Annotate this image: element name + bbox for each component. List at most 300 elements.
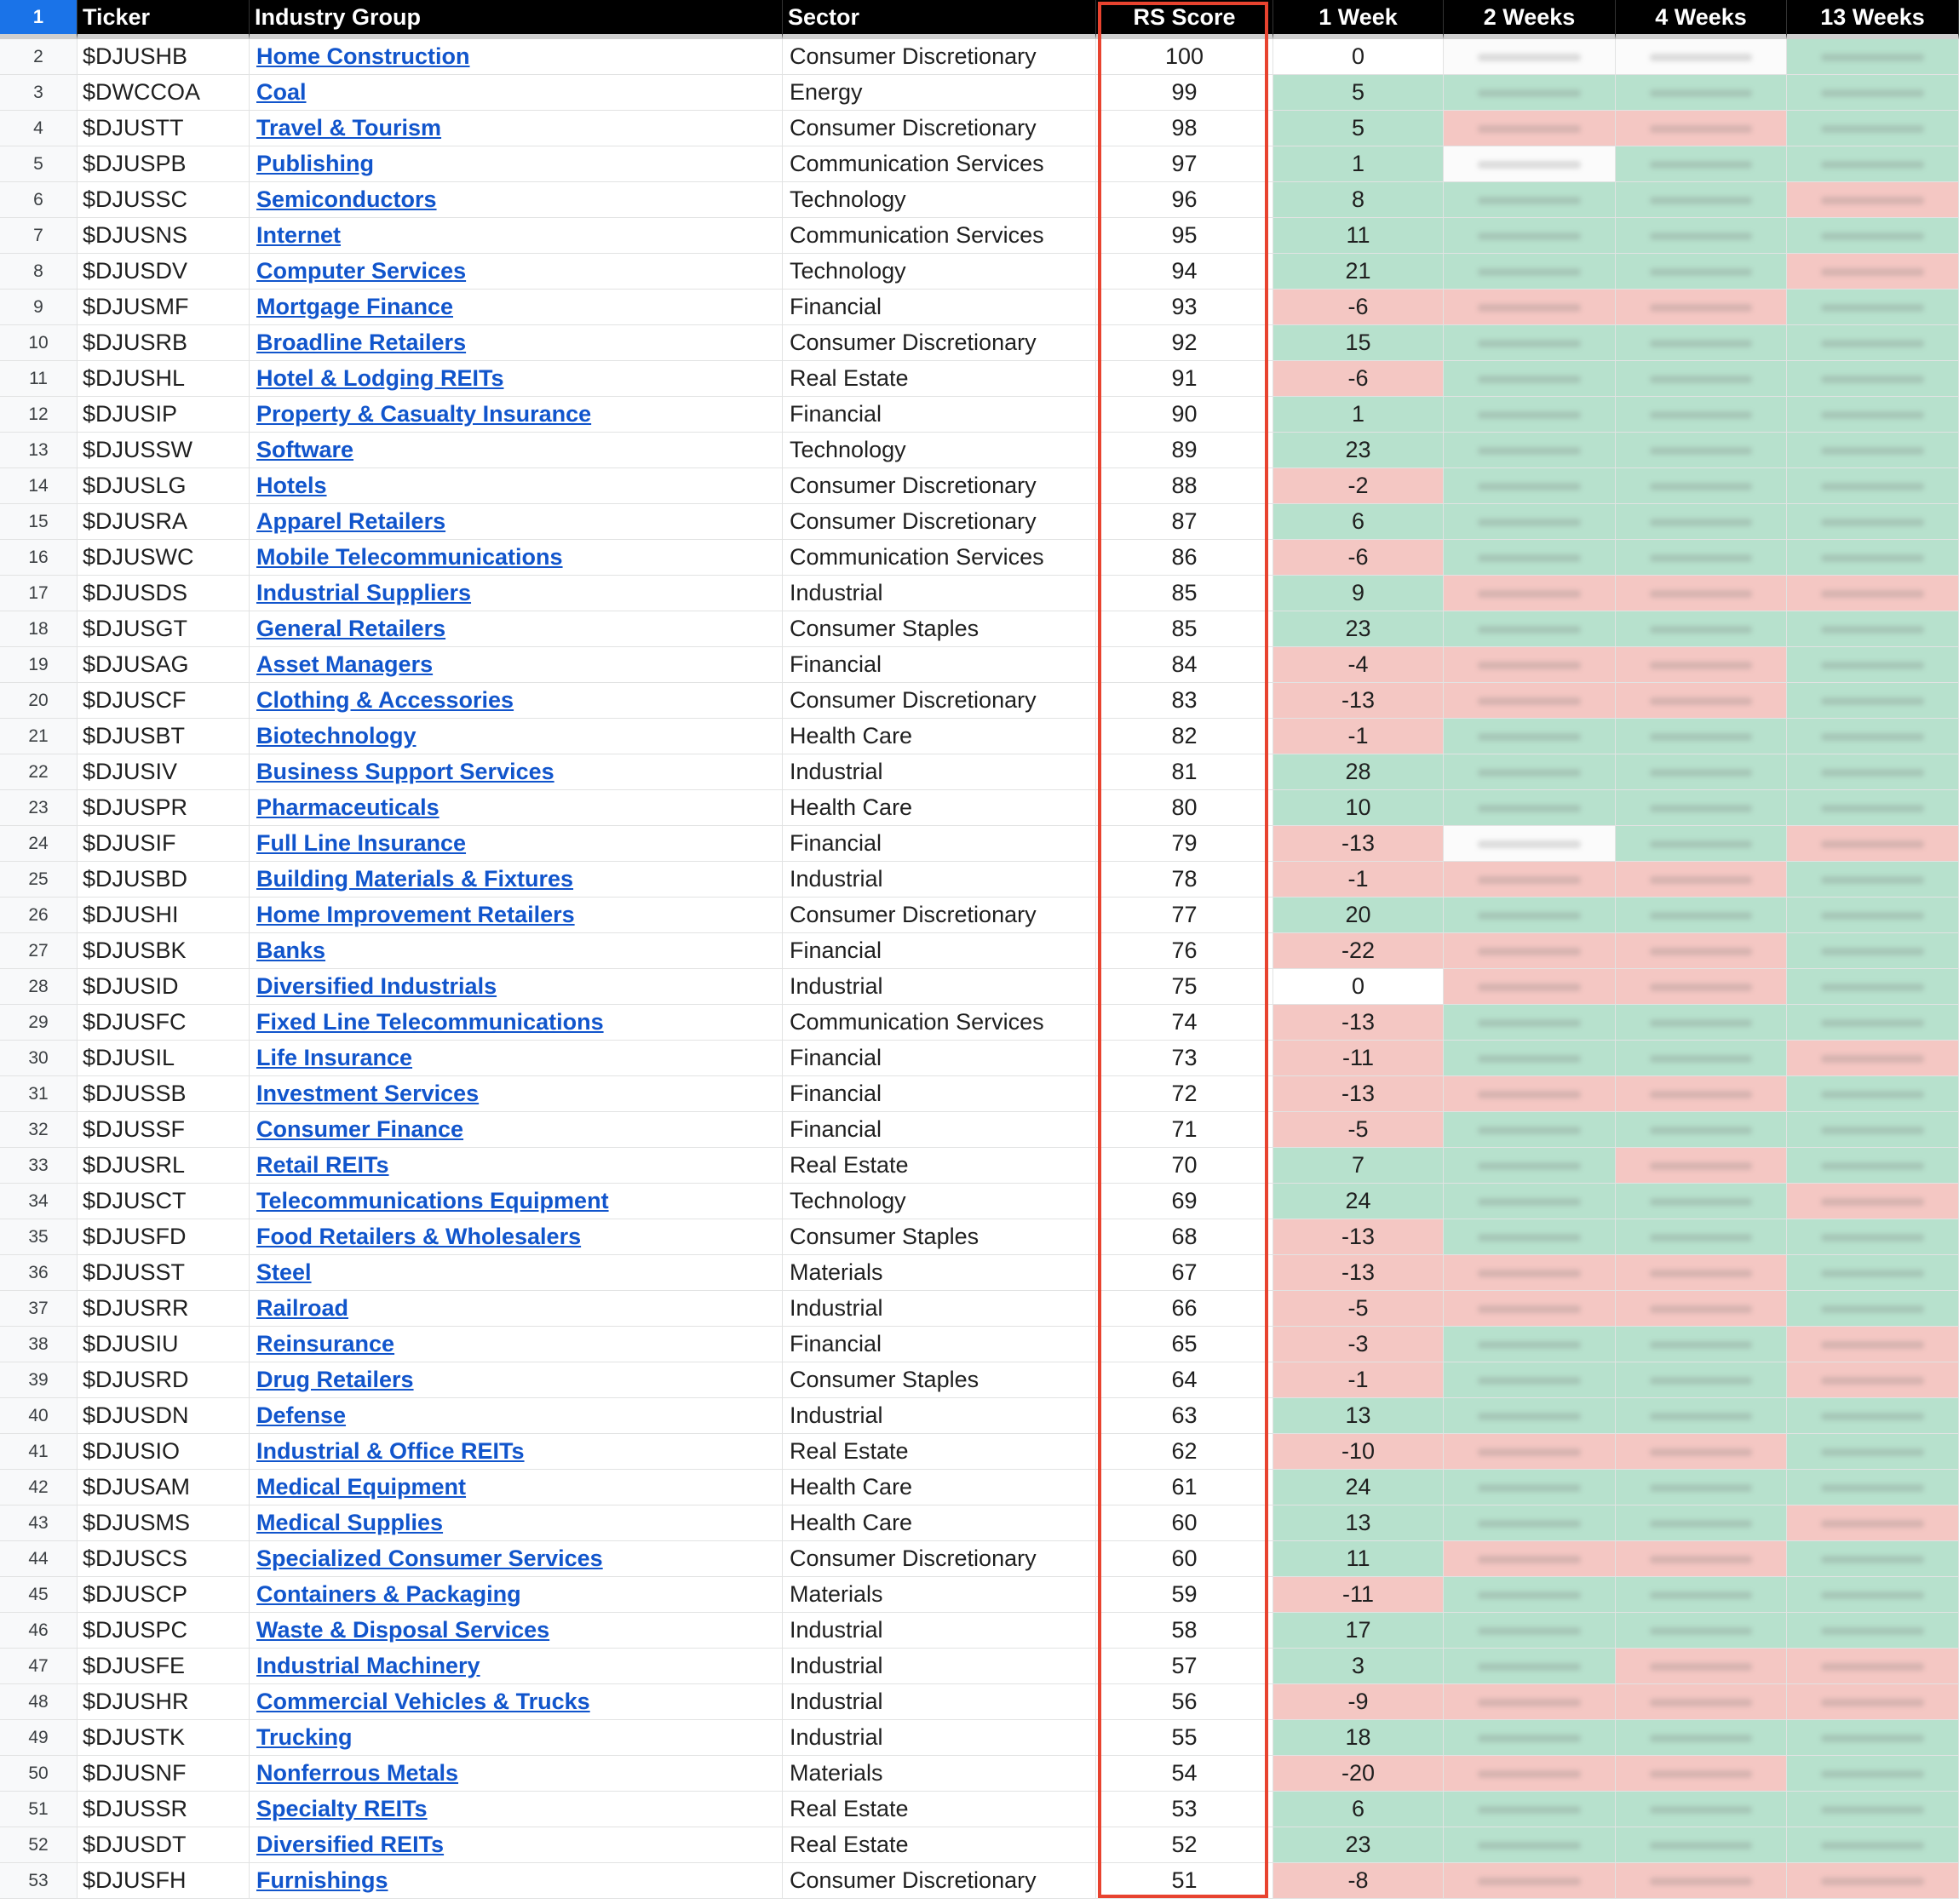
row-header[interactable]: 52 [0, 1827, 78, 1863]
row-header[interactable]: 16 [0, 540, 78, 576]
one-week-change-cell[interactable]: 9 [1273, 576, 1444, 611]
industry-group-cell[interactable] [250, 75, 783, 111]
ticker-cell[interactable]: $DJUSCF [78, 683, 250, 719]
ticker-cell[interactable]: $DJUSNS [78, 218, 250, 254]
industry-group-cell[interactable] [250, 1255, 783, 1291]
sector-cell[interactable]: Consumer Discretionary [783, 468, 1096, 504]
column-header-13-weeks[interactable]: 13 Weeks [1787, 0, 1959, 39]
four-weeks-blurred-cell[interactable] [1616, 1041, 1787, 1076]
thirteen-weeks-blurred-cell[interactable] [1787, 397, 1959, 433]
row-header[interactable]: 15 [0, 504, 78, 540]
sector-cell[interactable]: Financial [783, 1076, 1096, 1112]
one-week-change-cell[interactable]: 8 [1273, 182, 1444, 218]
sector-cell[interactable]: Consumer Discretionary [783, 683, 1096, 719]
thirteen-weeks-blurred-cell[interactable] [1787, 1505, 1959, 1541]
row-header[interactable]: 25 [0, 862, 78, 898]
industry-group-cell[interactable] [250, 862, 783, 898]
one-week-change-cell[interactable]: -13 [1273, 1255, 1444, 1291]
row-header[interactable]: 38 [0, 1327, 78, 1362]
two-weeks-blurred-cell[interactable] [1444, 504, 1616, 540]
industry-group-link[interactable]: Pharmaceuticals [256, 794, 439, 820]
row-header[interactable]: 28 [0, 969, 78, 1005]
two-weeks-blurred-cell[interactable] [1444, 1112, 1616, 1148]
one-week-change-cell[interactable]: 23 [1273, 433, 1444, 468]
row-header[interactable]: 14 [0, 468, 78, 504]
row-header[interactable]: 47 [0, 1649, 78, 1684]
industry-group-cell[interactable] [250, 826, 783, 862]
industry-group-cell[interactable] [250, 146, 783, 182]
industry-group-cell[interactable] [250, 182, 783, 218]
rs-score-cell[interactable]: 74 [1096, 1005, 1273, 1041]
rs-score-cell[interactable]: 56 [1096, 1684, 1273, 1720]
industry-group-link[interactable]: Building Materials & Fixtures [256, 866, 574, 892]
ticker-cell[interactable]: $DJUSWC [78, 540, 250, 576]
ticker-cell[interactable]: $DJUSAM [78, 1470, 250, 1505]
rs-score-cell[interactable]: 53 [1096, 1792, 1273, 1827]
two-weeks-blurred-cell[interactable] [1444, 1076, 1616, 1112]
thirteen-weeks-blurred-cell[interactable] [1787, 1541, 1959, 1577]
industry-group-link[interactable]: Travel & Tourism [256, 115, 442, 141]
industry-group-cell[interactable] [250, 1470, 783, 1505]
ticker-cell[interactable]: $DJUSFC [78, 1005, 250, 1041]
sector-cell[interactable]: Consumer Discretionary [783, 1863, 1096, 1899]
column-header-industry-group[interactable]: Industry Group [250, 0, 783, 39]
two-weeks-blurred-cell[interactable] [1444, 611, 1616, 647]
sector-cell[interactable]: Real Estate [783, 1792, 1096, 1827]
two-weeks-blurred-cell[interactable] [1444, 1505, 1616, 1541]
one-week-change-cell[interactable]: -10 [1273, 1434, 1444, 1470]
two-weeks-blurred-cell[interactable] [1444, 1792, 1616, 1827]
two-weeks-blurred-cell[interactable] [1444, 683, 1616, 719]
thirteen-weeks-blurred-cell[interactable] [1787, 1041, 1959, 1076]
industry-group-cell[interactable] [250, 397, 783, 433]
two-weeks-blurred-cell[interactable] [1444, 1327, 1616, 1362]
thirteen-weeks-blurred-cell[interactable] [1787, 1720, 1959, 1756]
ticker-cell[interactable]: $DJUSCS [78, 1541, 250, 1577]
two-weeks-blurred-cell[interactable] [1444, 468, 1616, 504]
row-header[interactable]: 50 [0, 1756, 78, 1792]
industry-group-cell[interactable] [250, 611, 783, 647]
row-header[interactable]: 17 [0, 576, 78, 611]
four-weeks-blurred-cell[interactable] [1616, 146, 1787, 182]
one-week-change-cell[interactable]: -6 [1273, 290, 1444, 325]
ticker-cell[interactable]: $DJUSHL [78, 361, 250, 397]
two-weeks-blurred-cell[interactable] [1444, 576, 1616, 611]
row-header[interactable]: 51 [0, 1792, 78, 1827]
rs-score-cell[interactable]: 61 [1096, 1470, 1273, 1505]
row-header[interactable]: 34 [0, 1184, 78, 1219]
ticker-cell[interactable]: $DJUSTT [78, 111, 250, 146]
rs-score-cell[interactable]: 88 [1096, 468, 1273, 504]
sector-cell[interactable]: Financial [783, 647, 1096, 683]
two-weeks-blurred-cell[interactable] [1444, 647, 1616, 683]
four-weeks-blurred-cell[interactable] [1616, 790, 1787, 826]
rs-score-cell[interactable]: 59 [1096, 1577, 1273, 1613]
four-weeks-blurred-cell[interactable] [1616, 898, 1787, 933]
row-header[interactable]: 13 [0, 433, 78, 468]
four-weeks-blurred-cell[interactable] [1616, 1398, 1787, 1434]
rs-score-cell[interactable]: 62 [1096, 1434, 1273, 1470]
rs-score-cell[interactable]: 57 [1096, 1649, 1273, 1684]
sector-cell[interactable]: Consumer Staples [783, 1219, 1096, 1255]
row-header[interactable]: 48 [0, 1684, 78, 1720]
rs-score-cell[interactable]: 93 [1096, 290, 1273, 325]
sector-cell[interactable]: Consumer Discretionary [783, 39, 1096, 75]
four-weeks-blurred-cell[interactable] [1616, 1863, 1787, 1899]
two-weeks-blurred-cell[interactable] [1444, 1649, 1616, 1684]
row-header[interactable]: 5 [0, 146, 78, 182]
sector-cell[interactable]: Technology [783, 1184, 1096, 1219]
industry-group-link[interactable]: Property & Casualty Insurance [256, 401, 592, 427]
industry-group-link[interactable]: Industrial Suppliers [256, 580, 472, 605]
rs-score-cell[interactable]: 99 [1096, 75, 1273, 111]
ticker-cell[interactable]: $DJUSIU [78, 1327, 250, 1362]
industry-group-link[interactable]: Specialty REITs [256, 1796, 428, 1821]
rs-score-cell[interactable]: 52 [1096, 1827, 1273, 1863]
row-header[interactable]: 8 [0, 254, 78, 290]
two-weeks-blurred-cell[interactable] [1444, 1863, 1616, 1899]
rs-score-cell[interactable]: 78 [1096, 862, 1273, 898]
ticker-cell[interactable]: $DJUSFD [78, 1219, 250, 1255]
industry-group-link[interactable]: Diversified REITs [256, 1832, 445, 1857]
four-weeks-blurred-cell[interactable] [1616, 933, 1787, 969]
thirteen-weeks-blurred-cell[interactable] [1787, 290, 1959, 325]
ticker-cell[interactable]: $DJUSLG [78, 468, 250, 504]
row-header[interactable]: 32 [0, 1112, 78, 1148]
one-week-change-cell[interactable]: -6 [1273, 540, 1444, 576]
industry-group-link[interactable]: Banks [256, 938, 326, 963]
one-week-change-cell[interactable]: 21 [1273, 254, 1444, 290]
industry-group-link[interactable]: Industrial & Office REITs [256, 1438, 525, 1464]
sector-cell[interactable]: Industrial [783, 1613, 1096, 1649]
industry-group-link[interactable]: Hotel & Lodging REITs [256, 365, 504, 391]
ticker-cell[interactable]: $DJUSGT [78, 611, 250, 647]
ticker-cell[interactable]: $DJUSDV [78, 254, 250, 290]
four-weeks-blurred-cell[interactable] [1616, 611, 1787, 647]
two-weeks-blurred-cell[interactable] [1444, 433, 1616, 468]
one-week-change-cell[interactable]: 10 [1273, 790, 1444, 826]
rs-score-cell[interactable]: 87 [1096, 504, 1273, 540]
ticker-cell[interactable]: $DJUSIV [78, 754, 250, 790]
two-weeks-blurred-cell[interactable] [1444, 1613, 1616, 1649]
industry-group-link[interactable]: Apparel Retailers [256, 508, 446, 534]
one-week-change-cell[interactable]: 23 [1273, 611, 1444, 647]
ticker-cell[interactable]: $DJUSFE [78, 1649, 250, 1684]
thirteen-weeks-blurred-cell[interactable] [1787, 504, 1959, 540]
thirteen-weeks-blurred-cell[interactable] [1787, 1470, 1959, 1505]
thirteen-weeks-blurred-cell[interactable] [1787, 1148, 1959, 1184]
ticker-cell[interactable]: $DJUSPR [78, 790, 250, 826]
industry-group-cell[interactable] [250, 754, 783, 790]
industry-group-cell[interactable] [250, 1863, 783, 1899]
row-header[interactable]: 20 [0, 683, 78, 719]
thirteen-weeks-blurred-cell[interactable] [1787, 325, 1959, 361]
rs-score-cell[interactable]: 51 [1096, 1863, 1273, 1899]
four-weeks-blurred-cell[interactable] [1616, 1291, 1787, 1327]
thirteen-weeks-blurred-cell[interactable] [1787, 862, 1959, 898]
four-weeks-blurred-cell[interactable] [1616, 1219, 1787, 1255]
four-weeks-blurred-cell[interactable] [1616, 1756, 1787, 1792]
industry-group-link[interactable]: Clothing & Accessories [256, 687, 514, 713]
thirteen-weeks-blurred-cell[interactable] [1787, 576, 1959, 611]
two-weeks-blurred-cell[interactable] [1444, 1434, 1616, 1470]
one-week-change-cell[interactable]: 1 [1273, 146, 1444, 182]
thirteen-weeks-blurred-cell[interactable] [1787, 1184, 1959, 1219]
rs-score-cell[interactable]: 58 [1096, 1613, 1273, 1649]
industry-group-link[interactable]: Fixed Line Telecommunications [256, 1009, 604, 1035]
industry-group-cell[interactable] [250, 39, 783, 75]
rs-score-cell[interactable]: 68 [1096, 1219, 1273, 1255]
one-week-change-cell[interactable]: 11 [1273, 218, 1444, 254]
sector-cell[interactable]: Industrial [783, 969, 1096, 1005]
industry-group-cell[interactable] [250, 1291, 783, 1327]
thirteen-weeks-blurred-cell[interactable] [1787, 1649, 1959, 1684]
two-weeks-blurred-cell[interactable] [1444, 719, 1616, 754]
industry-group-cell[interactable] [250, 1184, 783, 1219]
rs-score-cell[interactable]: 84 [1096, 647, 1273, 683]
sector-cell[interactable]: Health Care [783, 719, 1096, 754]
rs-score-cell[interactable]: 80 [1096, 790, 1273, 826]
one-week-change-cell[interactable]: -20 [1273, 1756, 1444, 1792]
sector-cell[interactable]: Energy [783, 75, 1096, 111]
thirteen-weeks-blurred-cell[interactable] [1787, 1577, 1959, 1613]
sector-cell[interactable]: Consumer Discretionary [783, 504, 1096, 540]
rs-score-cell[interactable]: 76 [1096, 933, 1273, 969]
two-weeks-blurred-cell[interactable] [1444, 182, 1616, 218]
ticker-cell[interactable]: $DJUSNF [78, 1756, 250, 1792]
ticker-cell[interactable]: $DJUSSF [78, 1112, 250, 1148]
four-weeks-blurred-cell[interactable] [1616, 182, 1787, 218]
industry-group-link[interactable]: Diversified Industrials [256, 973, 497, 999]
thirteen-weeks-blurred-cell[interactable] [1787, 611, 1959, 647]
four-weeks-blurred-cell[interactable] [1616, 1184, 1787, 1219]
industry-group-cell[interactable] [250, 254, 783, 290]
rs-score-cell[interactable]: 85 [1096, 611, 1273, 647]
one-week-change-cell[interactable]: -6 [1273, 361, 1444, 397]
row-header[interactable]: 35 [0, 1219, 78, 1255]
ticker-cell[interactable]: $DJUSIF [78, 826, 250, 862]
rs-score-cell[interactable]: 77 [1096, 898, 1273, 933]
industry-group-link[interactable]: Waste & Disposal Services [256, 1617, 550, 1643]
industry-group-link[interactable]: Retail REITs [256, 1152, 389, 1178]
two-weeks-blurred-cell[interactable] [1444, 1041, 1616, 1076]
row-header[interactable]: 7 [0, 218, 78, 254]
rs-score-cell[interactable]: 60 [1096, 1505, 1273, 1541]
rs-score-cell[interactable]: 85 [1096, 576, 1273, 611]
thirteen-weeks-blurred-cell[interactable] [1787, 754, 1959, 790]
four-weeks-blurred-cell[interactable] [1616, 862, 1787, 898]
thirteen-weeks-blurred-cell[interactable] [1787, 182, 1959, 218]
four-weeks-blurred-cell[interactable] [1616, 1434, 1787, 1470]
row-header[interactable]: 4 [0, 111, 78, 146]
sector-cell[interactable]: Financial [783, 397, 1096, 433]
rs-score-cell[interactable]: 89 [1096, 433, 1273, 468]
industry-group-cell[interactable] [250, 1148, 783, 1184]
four-weeks-blurred-cell[interactable] [1616, 1148, 1787, 1184]
two-weeks-blurred-cell[interactable] [1444, 790, 1616, 826]
ticker-cell[interactable]: $DJUSRR [78, 1291, 250, 1327]
industry-group-cell[interactable] [250, 1005, 783, 1041]
thirteen-weeks-blurred-cell[interactable] [1787, 468, 1959, 504]
thirteen-weeks-blurred-cell[interactable] [1787, 1792, 1959, 1827]
one-week-change-cell[interactable]: -11 [1273, 1041, 1444, 1076]
row-header[interactable]: 31 [0, 1076, 78, 1112]
ticker-cell[interactable]: $DJUSID [78, 969, 250, 1005]
four-weeks-blurred-cell[interactable] [1616, 576, 1787, 611]
row-header[interactable]: 24 [0, 826, 78, 862]
four-weeks-blurred-cell[interactable] [1616, 1362, 1787, 1398]
four-weeks-blurred-cell[interactable] [1616, 1649, 1787, 1684]
industry-group-link[interactable]: Commercial Vehicles & Trucks [256, 1689, 590, 1714]
industry-group-link[interactable]: Furnishings [256, 1867, 388, 1893]
industry-group-link[interactable]: General Retailers [256, 616, 446, 641]
rs-score-cell[interactable]: 90 [1096, 397, 1273, 433]
four-weeks-blurred-cell[interactable] [1616, 218, 1787, 254]
rs-score-cell[interactable]: 60 [1096, 1541, 1273, 1577]
industry-group-link[interactable]: Specialized Consumer Services [256, 1546, 603, 1571]
one-week-change-cell[interactable]: 6 [1273, 504, 1444, 540]
one-week-change-cell[interactable]: 24 [1273, 1184, 1444, 1219]
industry-group-cell[interactable] [250, 1327, 783, 1362]
industry-group-link[interactable]: Medical Supplies [256, 1510, 444, 1535]
row-header[interactable]: 29 [0, 1005, 78, 1041]
industry-group-link[interactable]: Asset Managers [256, 651, 434, 677]
ticker-cell[interactable]: $DJUSRD [78, 1362, 250, 1398]
sector-cell[interactable]: Consumer Discretionary [783, 898, 1096, 933]
thirteen-weeks-blurred-cell[interactable] [1787, 1005, 1959, 1041]
four-weeks-blurred-cell[interactable] [1616, 290, 1787, 325]
industry-group-link[interactable]: Medical Equipment [256, 1474, 467, 1500]
ticker-cell[interactable]: $DJUSBD [78, 862, 250, 898]
thirteen-weeks-blurred-cell[interactable] [1787, 361, 1959, 397]
thirteen-weeks-blurred-cell[interactable] [1787, 683, 1959, 719]
four-weeks-blurred-cell[interactable] [1616, 719, 1787, 754]
industry-group-link[interactable]: Trucking [256, 1724, 353, 1750]
four-weeks-blurred-cell[interactable] [1616, 433, 1787, 468]
row-header[interactable]: 42 [0, 1470, 78, 1505]
thirteen-weeks-blurred-cell[interactable] [1787, 218, 1959, 254]
row-header[interactable]: 22 [0, 754, 78, 790]
thirteen-weeks-blurred-cell[interactable] [1787, 1863, 1959, 1899]
row-header[interactable]: 45 [0, 1577, 78, 1613]
two-weeks-blurred-cell[interactable] [1444, 754, 1616, 790]
industry-group-cell[interactable] [250, 1577, 783, 1613]
rs-score-cell[interactable]: 69 [1096, 1184, 1273, 1219]
industry-group-cell[interactable] [250, 933, 783, 969]
rs-score-cell[interactable]: 91 [1096, 361, 1273, 397]
two-weeks-blurred-cell[interactable] [1444, 290, 1616, 325]
industry-group-link[interactable]: Semiconductors [256, 186, 437, 212]
two-weeks-blurred-cell[interactable] [1444, 1684, 1616, 1720]
row-header[interactable]: 9 [0, 290, 78, 325]
industry-group-link[interactable]: Containers & Packaging [256, 1581, 521, 1607]
row-header[interactable]: 23 [0, 790, 78, 826]
rs-score-cell[interactable]: 95 [1096, 218, 1273, 254]
two-weeks-blurred-cell[interactable] [1444, 397, 1616, 433]
thirteen-weeks-blurred-cell[interactable] [1787, 1684, 1959, 1720]
ticker-cell[interactable]: $DJUSMF [78, 290, 250, 325]
rs-score-cell[interactable]: 79 [1096, 826, 1273, 862]
industry-group-link[interactable]: Food Retailers & Wholesalers [256, 1224, 582, 1249]
one-week-change-cell[interactable]: 13 [1273, 1398, 1444, 1434]
row-header[interactable]: 27 [0, 933, 78, 969]
sector-cell[interactable]: Real Estate [783, 361, 1096, 397]
industry-group-cell[interactable] [250, 325, 783, 361]
one-week-change-cell[interactable]: -1 [1273, 719, 1444, 754]
ticker-cell[interactable]: $DJUSFH [78, 1863, 250, 1899]
industry-group-cell[interactable] [250, 1362, 783, 1398]
four-weeks-blurred-cell[interactable] [1616, 1076, 1787, 1112]
row-header-1[interactable]: 1 [0, 0, 78, 39]
one-week-change-cell[interactable]: 6 [1273, 1792, 1444, 1827]
industry-group-link[interactable]: Life Insurance [256, 1045, 413, 1070]
thirteen-weeks-blurred-cell[interactable] [1787, 1327, 1959, 1362]
four-weeks-blurred-cell[interactable] [1616, 1792, 1787, 1827]
sector-cell[interactable]: Technology [783, 433, 1096, 468]
four-weeks-blurred-cell[interactable] [1616, 75, 1787, 111]
industry-group-cell[interactable] [250, 719, 783, 754]
row-header[interactable]: 6 [0, 182, 78, 218]
one-week-change-cell[interactable]: 5 [1273, 111, 1444, 146]
ticker-cell[interactable]: $DJUSDS [78, 576, 250, 611]
industry-group-link[interactable]: Steel [256, 1259, 312, 1285]
sector-cell[interactable]: Health Care [783, 1470, 1096, 1505]
row-header[interactable]: 11 [0, 361, 78, 397]
two-weeks-blurred-cell[interactable] [1444, 1577, 1616, 1613]
two-weeks-blurred-cell[interactable] [1444, 862, 1616, 898]
four-weeks-blurred-cell[interactable] [1616, 1613, 1787, 1649]
sector-cell[interactable]: Consumer Discretionary [783, 1541, 1096, 1577]
sector-cell[interactable]: Industrial [783, 1291, 1096, 1327]
one-week-change-cell[interactable]: -13 [1273, 1005, 1444, 1041]
industry-group-cell[interactable] [250, 969, 783, 1005]
rs-score-cell[interactable]: 94 [1096, 254, 1273, 290]
two-weeks-blurred-cell[interactable] [1444, 1184, 1616, 1219]
four-weeks-blurred-cell[interactable] [1616, 254, 1787, 290]
one-week-change-cell[interactable]: 5 [1273, 75, 1444, 111]
two-weeks-blurred-cell[interactable] [1444, 1362, 1616, 1398]
ticker-cell[interactable]: $DJUSRL [78, 1148, 250, 1184]
four-weeks-blurred-cell[interactable] [1616, 647, 1787, 683]
one-week-change-cell[interactable]: -13 [1273, 1219, 1444, 1255]
two-weeks-blurred-cell[interactable] [1444, 1219, 1616, 1255]
two-weeks-blurred-cell[interactable] [1444, 254, 1616, 290]
industry-group-cell[interactable] [250, 1684, 783, 1720]
rs-score-cell[interactable]: 96 [1096, 182, 1273, 218]
two-weeks-blurred-cell[interactable] [1444, 1398, 1616, 1434]
ticker-cell[interactable]: $DJUSPC [78, 1613, 250, 1649]
ticker-cell[interactable]: $DJUSAG [78, 647, 250, 683]
industry-group-link[interactable]: Home Construction [256, 43, 470, 69]
row-header[interactable]: 2 [0, 39, 78, 75]
column-header-2-weeks[interactable]: 2 Weeks [1444, 0, 1616, 39]
industry-group-link[interactable]: Broadline Retailers [256, 330, 467, 355]
industry-group-cell[interactable] [250, 433, 783, 468]
two-weeks-blurred-cell[interactable] [1444, 1541, 1616, 1577]
two-weeks-blurred-cell[interactable] [1444, 111, 1616, 146]
industry-group-link[interactable]: Investment Services [256, 1081, 480, 1106]
ticker-cell[interactable]: $DJUSHI [78, 898, 250, 933]
one-week-change-cell[interactable]: -4 [1273, 647, 1444, 683]
one-week-change-cell[interactable]: -9 [1273, 1684, 1444, 1720]
two-weeks-blurred-cell[interactable] [1444, 898, 1616, 933]
sector-cell[interactable]: Consumer Staples [783, 1362, 1096, 1398]
one-week-change-cell[interactable]: 13 [1273, 1505, 1444, 1541]
four-weeks-blurred-cell[interactable] [1616, 826, 1787, 862]
thirteen-weeks-blurred-cell[interactable] [1787, 39, 1959, 75]
one-week-change-cell[interactable]: 15 [1273, 325, 1444, 361]
industry-group-link[interactable]: Defense [256, 1402, 347, 1428]
